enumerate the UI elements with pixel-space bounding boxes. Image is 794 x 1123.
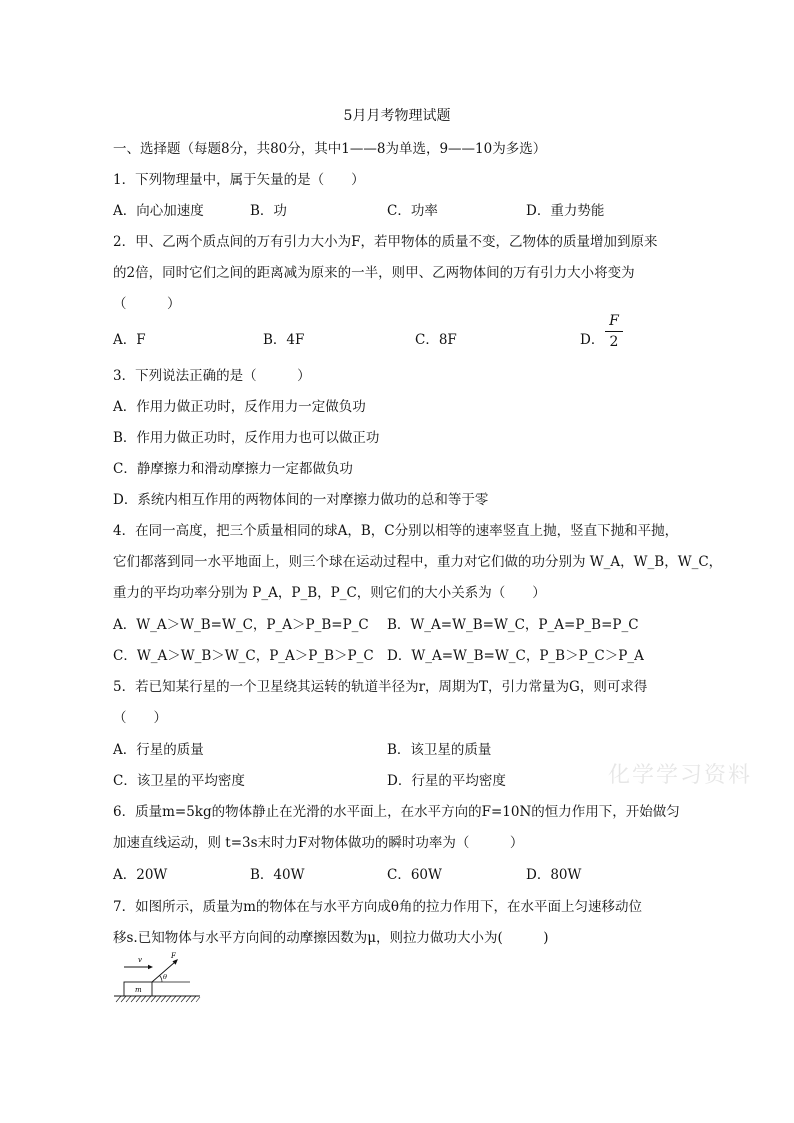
question-2-line-3: （ ） bbox=[113, 296, 181, 312]
q2-option-d-label: D． bbox=[580, 332, 605, 348]
velocity-label: v bbox=[138, 956, 142, 964]
ground-hatching bbox=[116, 996, 200, 1002]
q3-option-d: D．系统内相互作用的两物体间的一对摩擦力做功的总和等于零 bbox=[113, 492, 489, 508]
theta-label: θ bbox=[163, 973, 167, 981]
question-4-line-1: 4．在同一高度，把三个质量相同的球A，B，C分别以相等的速率竖直上抛，竖直下抛和平抛， bbox=[113, 523, 679, 539]
q1-option-c: C．功率 bbox=[387, 203, 438, 219]
question-7-line-2: 移s.已知物体与水平方向间的动摩擦因数为μ，则拉力做功大小为( ) bbox=[113, 930, 549, 946]
section-heading: 一、选择题（每题8分，共80分，其中1——8为单选，9——10为多选） bbox=[113, 141, 547, 157]
question-7-line-1: 7．如图所示，质量为m的物体在与水平方向成θ角的拉力作用下，在水平面上匀速移动位 bbox=[113, 899, 643, 915]
block-force-diagram bbox=[112, 948, 204, 1006]
q2-option-b: B．4F bbox=[263, 332, 305, 348]
fraction-denominator: 2 bbox=[609, 334, 619, 350]
question-5-line-1: 5．若已知某行星的一个卫星绕其运转的轨道半径为r，周期为T，引力常量为G，则可求得 bbox=[113, 679, 648, 695]
q6-option-b: B．40W bbox=[250, 867, 305, 883]
fraction-numerator: F bbox=[609, 313, 619, 329]
page-title: 5月月考物理试题 bbox=[343, 108, 451, 124]
q2-option-a: A．F bbox=[113, 332, 146, 348]
question-2-line-2: 的2倍，同时它们之间的距离减为原来的一半，则甲、乙两物体间的万有引力大小将变为 bbox=[113, 265, 635, 281]
q4-option-a: A．W_A＞W_B=W_C，P_A＞P_B=P_C bbox=[113, 617, 369, 633]
question-5-line-2: （ ） bbox=[113, 710, 167, 726]
question-4-line-2: 它们都落到同一水平地面上，则三个球在运动过程中，重力对它们做的功分别为 W_A，W_B，W_C， bbox=[113, 554, 723, 570]
q5-option-d: D．行星的平均密度 bbox=[387, 773, 506, 789]
q3-option-a: A．作用力做正功时，反作用力一定做负功 bbox=[113, 399, 366, 415]
q2-option-c: C．8F bbox=[415, 332, 457, 348]
q1-option-d: D．重力势能 bbox=[526, 203, 605, 219]
question-2-line-1: 2．甲、乙两个质点间的万有引力大小为F，若甲物体的质量不变，乙物体的质量增加到原来 bbox=[113, 234, 658, 250]
q1-option-a: A．向心加速度 bbox=[113, 203, 204, 219]
q6-option-d: D．80W bbox=[526, 867, 582, 883]
q5-option-c: C．该卫星的平均密度 bbox=[113, 773, 245, 789]
q6-option-a: A．20W bbox=[113, 867, 168, 883]
question-3-stem: 3．下列说法正确的是（ ） bbox=[113, 368, 311, 384]
q4-option-d: D．W_A=W_B=W_C，P_B＞P_C＞P_A bbox=[387, 648, 644, 664]
q5-option-b: B．该卫星的质量 bbox=[387, 742, 492, 758]
q3-option-c: C．静摩擦力和滑动摩擦力一定都做负功 bbox=[113, 461, 353, 477]
question-1-stem: 1．下列物理量中，属于矢量的是（ ） bbox=[113, 172, 365, 188]
question-6-line-1: 6．质量m=5kg的物体静止在光滑的水平面上，在水平方向的F=10N的恒力作用下，开始做匀 bbox=[113, 804, 680, 820]
mass-label: m bbox=[135, 986, 142, 994]
q4-option-c: C．W_A＞W_B＞W_C，P_A＞P_B＞P_C bbox=[113, 648, 374, 664]
q4-option-b: B．W_A=W_B=W_C，P_A=P_B=P_C bbox=[387, 617, 639, 633]
q1-option-b: B．功 bbox=[250, 203, 287, 219]
watermark: 化学学习资料 bbox=[608, 763, 753, 788]
fraction-bar bbox=[605, 331, 623, 332]
q2-option-d-fraction bbox=[605, 312, 623, 351]
q6-option-c: C．60W bbox=[387, 867, 442, 883]
q3-option-b: B．作用力做正功时，反作用力也可以做正功 bbox=[113, 430, 380, 446]
force-label: F bbox=[171, 952, 176, 960]
question-6-line-2: 加速直线运动，则 t=3s末时力F对物体做功的瞬时功率为（ ） bbox=[113, 835, 524, 851]
q5-option-a: A．行星的质量 bbox=[113, 742, 204, 758]
question-4-line-3: 重力的平均功率分别为 P_A，P_B，P_C，则它们的大小关系为（ ） bbox=[113, 585, 546, 601]
